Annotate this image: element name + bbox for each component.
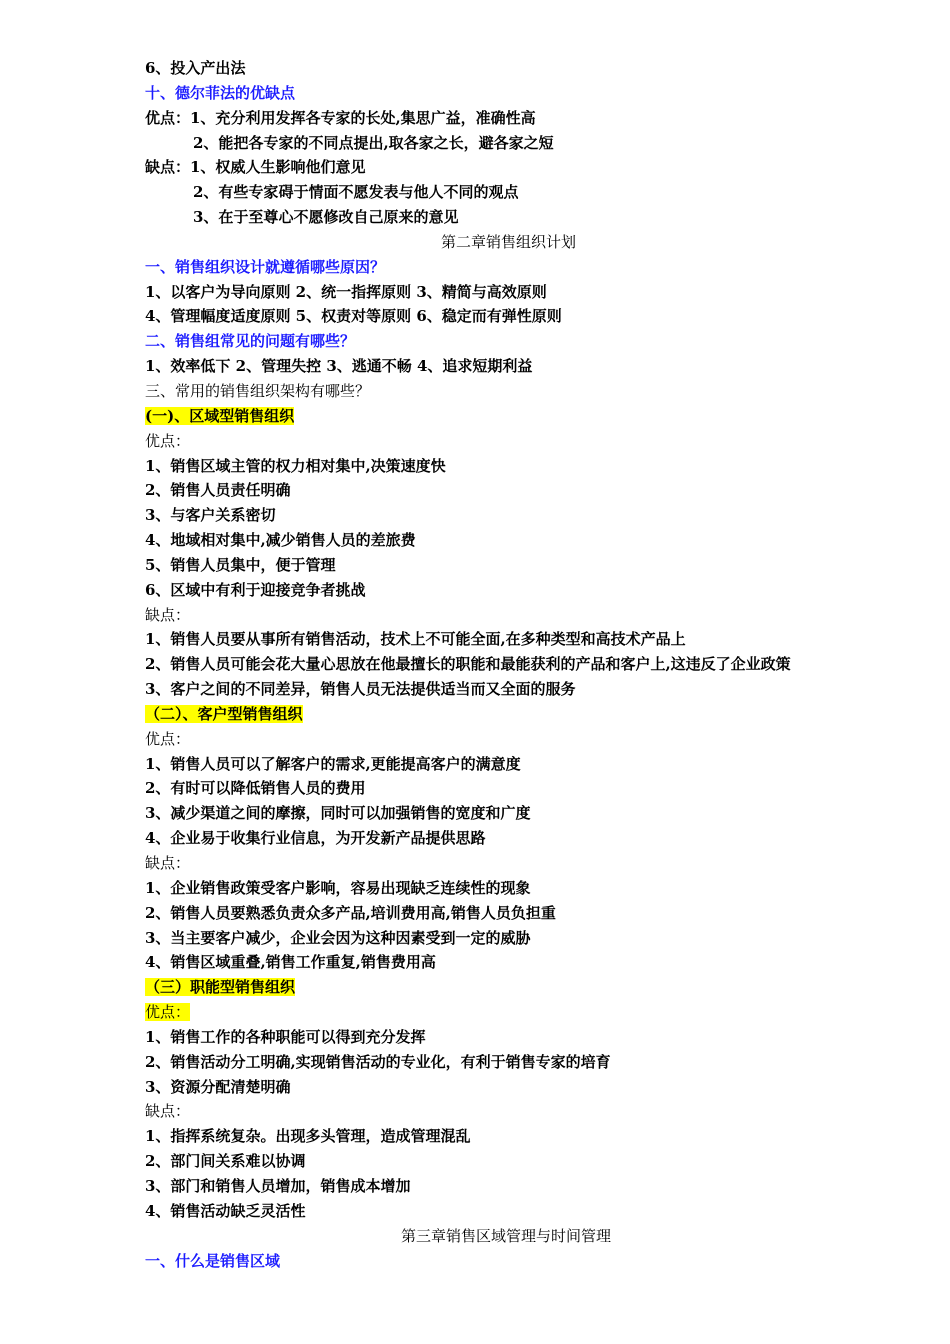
text-line bbox=[145, 776, 875, 801]
line-text: 3、资源分配清楚明确 bbox=[145, 1077, 291, 1096]
line-text: 4、销售活动缺乏灵活性 bbox=[145, 1201, 306, 1220]
highlighted-heading: 优点： bbox=[145, 1003, 191, 1022]
line-text: 缺点：1、权威人生影响他们意见 bbox=[145, 158, 366, 177]
line-text: 优点：1、充分利用发挥各专家的长处,集思广益，准确性高 bbox=[145, 108, 536, 127]
text-line bbox=[145, 1224, 875, 1249]
line-text: 1、指挥系统复杂。出现多头管理，造成管理混乱 bbox=[145, 1127, 471, 1146]
line-text: 3、当主要客户减少，企业会因为这种因素受到一定的威胁 bbox=[145, 928, 531, 947]
line-text: 4、销售区域重叠,销售工作重复,销售费用高 bbox=[145, 953, 436, 972]
line-text: 3、减少渠道之间的摩擦，同时可以加强销售的宽度和广度 bbox=[145, 804, 531, 823]
text-line bbox=[145, 652, 875, 677]
text-line bbox=[145, 901, 875, 926]
text-line bbox=[145, 627, 875, 652]
text-line bbox=[145, 1075, 875, 1100]
line-text: 十、德尔菲法的优缺点 bbox=[145, 83, 296, 102]
line-text: 2、部门间关系难以协调 bbox=[145, 1152, 306, 1171]
line-text: 3、客户之间的不同差异，销售人员无法提供适当而又全面的服务 bbox=[145, 680, 576, 699]
text-line bbox=[145, 1025, 875, 1050]
text-line bbox=[145, 876, 875, 901]
line-text: 1、销售区域主管的权力相对集中,决策速度快 bbox=[145, 456, 446, 475]
line-text: 1、企业销售政策受客户影响，容易出现缺乏连续性的现象 bbox=[145, 878, 531, 897]
line-text: 2、销售人员要熟悉负责众多产品,培训费用高,销售人员负担重 bbox=[145, 903, 556, 922]
text-line bbox=[145, 727, 875, 752]
document-page bbox=[145, 56, 875, 1273]
text-line bbox=[145, 1249, 875, 1274]
highlighted-heading: (一)、区域型销售组织 bbox=[145, 406, 295, 425]
line-text: 3、与客户关系密切 bbox=[145, 506, 276, 525]
line-text: 6、区域中有利于迎接竞争者挑战 bbox=[145, 580, 366, 599]
text-line bbox=[145, 379, 875, 404]
line-text: 缺点： bbox=[145, 1102, 191, 1121]
text-line bbox=[145, 329, 875, 354]
text-line bbox=[145, 429, 875, 454]
text-line bbox=[145, 354, 875, 379]
line-text: 5、销售人员集中，便于管理 bbox=[145, 555, 336, 574]
text-line bbox=[145, 1124, 875, 1149]
line-text: 2、销售活动分工明确,实现销售活动的专业化，有利于销售专家的培育 bbox=[145, 1052, 611, 1071]
line-text: 1、销售人员可以了解客户的需求,更能提高客户的满意度 bbox=[145, 754, 521, 773]
line-text: 6、投入产出法 bbox=[145, 59, 246, 77]
text-line bbox=[145, 503, 875, 528]
line-text: 1、销售工作的各种职能可以得到充分发挥 bbox=[145, 1027, 426, 1046]
text-line bbox=[145, 578, 875, 603]
line-text: 二、销售组常见的问题有哪些？ bbox=[145, 332, 356, 351]
line-text: 第二章销售组织计划 bbox=[441, 232, 577, 251]
text-line bbox=[145, 553, 875, 578]
line-text: 3、部门和销售人员增加，销售成本增加 bbox=[145, 1176, 411, 1195]
text-line bbox=[145, 56, 875, 81]
text-line bbox=[145, 1050, 875, 1075]
text-line bbox=[145, 851, 875, 876]
text-line bbox=[145, 1149, 875, 1174]
text-line bbox=[145, 230, 875, 255]
line-text: 2、销售人员责任明确 bbox=[145, 481, 291, 500]
text-line bbox=[145, 478, 875, 503]
text-line bbox=[145, 1099, 875, 1124]
line-text: 2、有些专家碍于情面不愿发表与他人不同的观点 bbox=[193, 183, 519, 202]
text-line bbox=[145, 1174, 875, 1199]
line-text: 2、有时可以降低销售人员的费用 bbox=[145, 779, 366, 798]
text-line bbox=[145, 304, 875, 329]
text-line bbox=[145, 826, 875, 851]
text-line bbox=[145, 926, 875, 951]
text-line bbox=[145, 106, 875, 131]
line-text: 缺点： bbox=[145, 605, 191, 624]
line-text: 1、以客户为导向原则 2、统一指挥原则 3、精简与高效原则 bbox=[145, 282, 547, 301]
line-text: 优点： bbox=[145, 729, 191, 748]
text-line bbox=[145, 81, 875, 106]
text-line bbox=[145, 280, 875, 305]
line-text: 4、企业易于收集行业信息，为开发新产品提供思路 bbox=[145, 829, 486, 848]
text-line bbox=[145, 155, 875, 180]
line-text: 4、地域相对集中,减少销售人员的差旅费 bbox=[145, 531, 416, 550]
text-line bbox=[145, 180, 875, 205]
text-line bbox=[145, 752, 875, 777]
text-line bbox=[145, 528, 875, 553]
line-text: 1、销售人员要从事所有销售活动，技术上不可能全面,在多种类型和高技术产品上 bbox=[145, 630, 686, 649]
text-line bbox=[145, 975, 875, 1000]
line-text: 优点： bbox=[145, 431, 191, 450]
text-line bbox=[145, 454, 875, 479]
line-text: 第三章销售区域管理与时间管理 bbox=[401, 1226, 612, 1245]
line-text: 一、什么是销售区域 bbox=[145, 1251, 281, 1270]
highlighted-heading: （二）、客户型销售组织 bbox=[145, 704, 303, 723]
text-line bbox=[145, 702, 875, 727]
line-text: 2、销售人员可能会花大量心思放在他最擅长的职能和最能获利的产品和客户上,这违反了企业政策 bbox=[145, 655, 791, 674]
text-line bbox=[145, 255, 875, 280]
line-text: 三、常用的销售组织架构有哪些？ bbox=[145, 381, 371, 400]
line-text: 3、在于至尊心不愿修改自己原来的意见 bbox=[193, 208, 459, 227]
text-line bbox=[145, 801, 875, 826]
text-line bbox=[145, 950, 875, 975]
text-line bbox=[145, 603, 875, 628]
text-line bbox=[145, 131, 875, 156]
text-line bbox=[145, 404, 875, 429]
line-text: 4、管理幅度适度原则 5、权责对等原则 6、稳定而有弹性原则 bbox=[145, 307, 562, 326]
line-text: 缺点： bbox=[145, 854, 191, 872]
text-line bbox=[145, 205, 875, 230]
text-line bbox=[145, 1000, 875, 1025]
line-text: 1、效率低下 2、管理失控 3、逃通不畅 4、追求短期利益 bbox=[145, 357, 533, 376]
text-line bbox=[145, 677, 875, 702]
line-text: 2、能把各专家的不同点提出,取各家之长，避各家之短 bbox=[193, 133, 554, 152]
line-text: 一、销售组织设计就遵循哪些原因？ bbox=[145, 257, 386, 276]
text-line bbox=[145, 1199, 875, 1224]
highlighted-heading: （三）职能型销售组织 bbox=[145, 978, 296, 997]
